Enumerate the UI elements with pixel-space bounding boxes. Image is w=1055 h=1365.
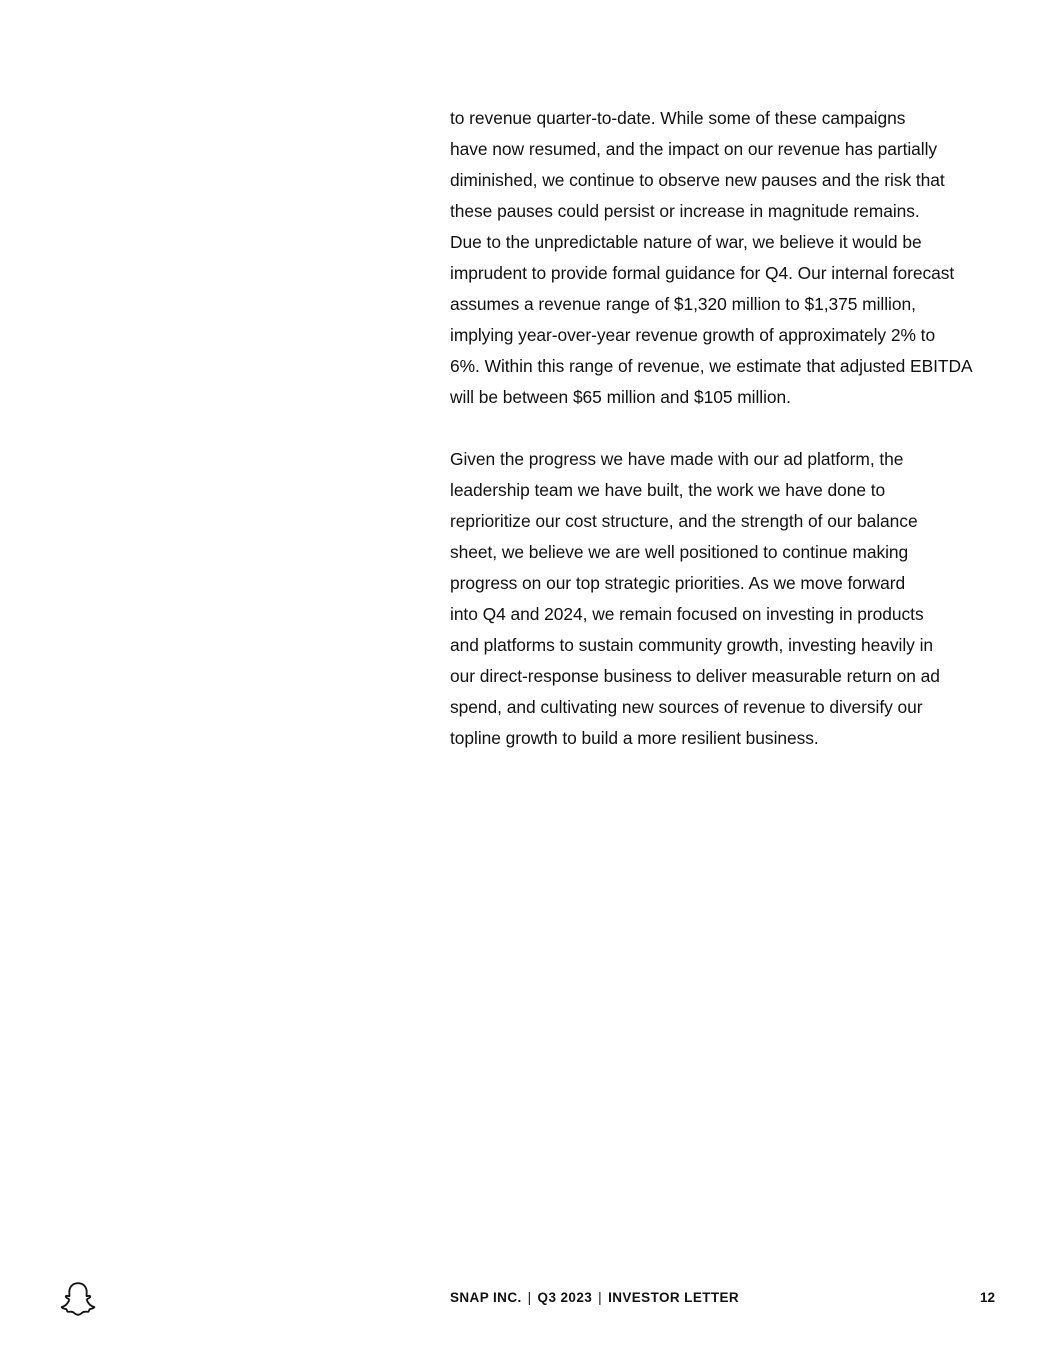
text-line: diminished, we continue to observe new pauses and the risk that: [450, 170, 945, 190]
text-line: to revenue quarter-to-date. While some of these campaigns: [450, 108, 906, 128]
text-line: Due to the unpredictable nature of war, we believe it would be: [450, 232, 922, 252]
text-line: topline growth to build a more resilient business.: [450, 728, 819, 748]
paragraph-outlook: [450, 103, 1010, 413]
text-line: leadership team we have built, the work we have done to: [450, 480, 886, 500]
letter-body: [450, 103, 1010, 754]
text-line: have now resumed, and the impact on our revenue has partially: [450, 139, 938, 159]
text-line: will be between $65 million and $105 million.: [450, 387, 791, 407]
text-line: Given the progress we have made with our ad platform, the: [450, 449, 904, 469]
page-footer: [0, 1280, 1055, 1320]
paragraph-priorities: [450, 444, 1010, 754]
footer-document-label: [450, 1290, 739, 1305]
text-line: spend, and cultivating new sources of revenue to diversify our: [450, 697, 923, 717]
footer-separator: |: [598, 1290, 603, 1305]
footer-separator: |: [527, 1290, 532, 1305]
text-line: imprudent to provide formal guidance for Q4. Our internal forecast: [450, 263, 955, 283]
footer-company: SNAP INC.: [450, 1290, 522, 1305]
page-number: 12: [979, 1290, 995, 1305]
text-line: 6%. Within this range of revenue, we estimate that adjusted EBITDA: [450, 356, 973, 376]
text-line: implying year-over-year revenue growth of approximately 2% to: [450, 325, 936, 345]
text-line: and platforms to sustain community growth, investing heavily in: [450, 635, 934, 655]
text-line: progress on our top strategic priorities. As we move forward: [450, 573, 906, 593]
footer-period: Q3 2023: [537, 1290, 593, 1305]
text-line: these pauses could persist or increase in magnitude remains.: [450, 201, 920, 221]
text-line: sheet, we believe we are well positioned to continue making: [450, 542, 909, 562]
text-line: reprioritize our cost structure, and the strength of our balance: [450, 511, 918, 531]
paragraph-spacer: [450, 413, 1010, 444]
text-line: into Q4 and 2024, we remain focused on investing in products: [450, 604, 924, 624]
text-line: our direct-response business to deliver measurable return on ad: [450, 666, 940, 686]
text-line: assumes a revenue range of $1,320 million to $1,375 million,: [450, 294, 916, 314]
footer-document-title: INVESTOR LETTER: [608, 1290, 740, 1305]
snapchat-ghost-icon: [60, 1280, 96, 1318]
